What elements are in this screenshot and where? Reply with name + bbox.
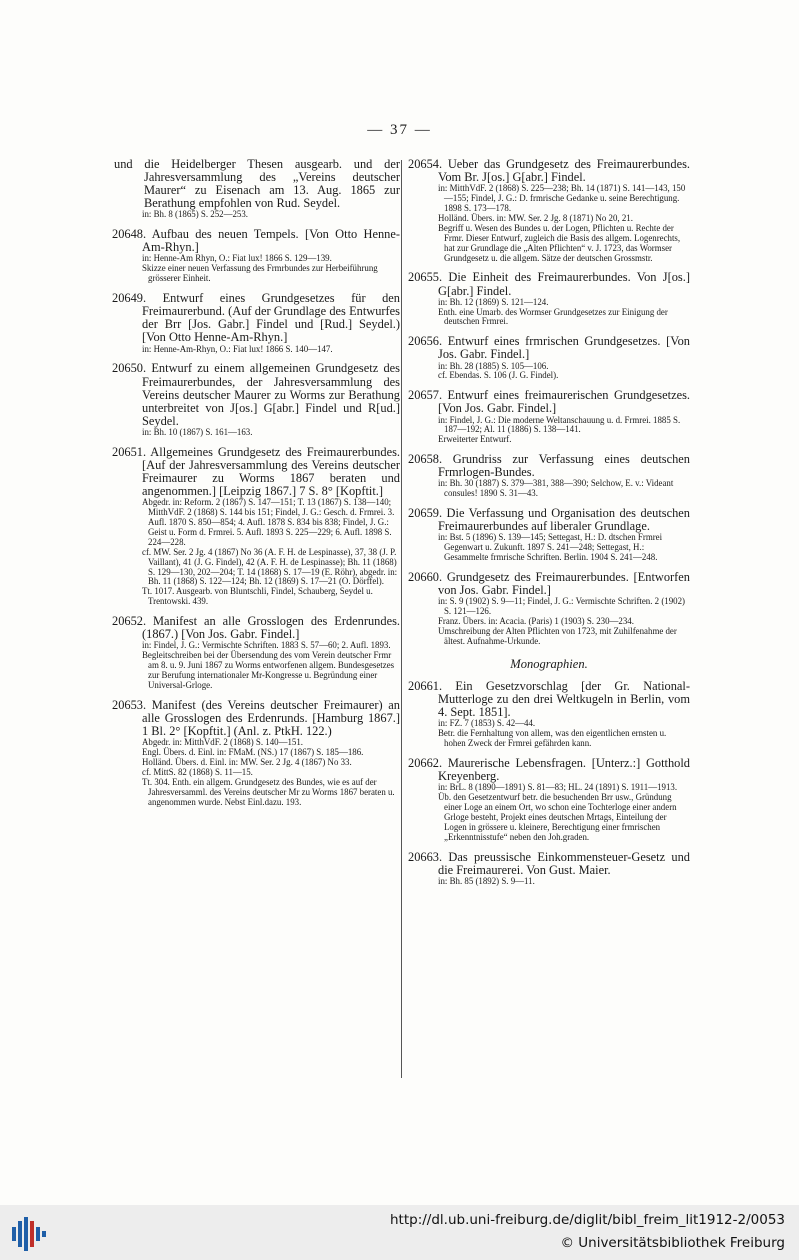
entry-note: Engl. Übers. d. Einl. in: FMaM. (NS.) 17 (1867) S. 185—186. [142,747,364,758]
bibliography-entry [112,699,400,808]
bibliography-entry [408,851,690,887]
bibliography-entry [112,362,400,437]
entry-note: Abgedr. in: Reform. 2 (1867) S. 147—151; T. 13 (1867) S. 138—140; MitthVdF. 2 (1868) S. 144 bis 151; Findel, J. G.: Gesch. d. Frmrei. 3. Aufl. 1870 S. 850—854; 4. Aufl. 1878 S. 834 bis 838; Findel, J. G.: Geist u. Form d. Frmrei. 5. Aufl. 1893 S. 225—229; 6. Aufl. 1898 S. 224—228. [142,497,395,547]
entry-number: 20657. [408,388,443,403]
entry-note: Franz. Übers. in: Acacia. (Paris) 1 (1903) S. 230—234. [438,616,634,627]
bibliography-entry [112,615,400,691]
entry-note: in: Bh. 85 (1892) S. 9—11. [438,875,535,886]
entry-heading [112,444,400,499]
entry-heading [408,570,690,598]
entry-number: 20663. [408,849,443,864]
entry-note: in: FZ. 7 (1853) S. 42—44. [438,718,536,729]
entry-note: in: S. 9 (1902) S. 9—11; Findel, J. G.: Vermischte Schriften. 2 (1902) S. 121—126. [438,596,686,617]
entry-heading [112,361,400,428]
bibliography-entry [408,389,690,445]
entry-title: Entwurf eines Grundgesetzes für den Freimaurerbund. (Auf der Grundlage des Entwurfes der Brr [Jos. Gabr.] Findel und [Rud.] Seydel.) [Von Otto Henne-Am-Rhyn.] [142,291,400,345]
entry-note: Abgedr. in: MitthVdF. 2 (1868) S. 140—151. [142,737,304,748]
bibliography-entry [408,271,690,327]
entry-note: Holländ. Übers. d. Einl. in: MW. Ser. 2 Jg. 4 (1867) No 33. [142,757,352,767]
entry-note: in: Bh. 8 (1865) S. 252—253. [142,209,249,220]
entry-note: in: Bh. 12 (1869) S. 121—124. [438,296,549,307]
entry-title: Aufbau des neuen Tempels. [Von Otto Henne-Am-Rhyn.] [142,227,400,255]
entry-title: und die Heidelberger Thesen ausgearb. und der Jahresversammlung des „Vereins deutscher Maurer“ zu Eisenach am 13. Aug. 1865 zur Berathung empfohlen von Rud. Seydel. [114,157,400,211]
entry-note: in: Bh. 30 (1887) S. 379—381, 388—390; Selchow, E. v.: Videant consules! 1890 S. 31—43. [438,478,674,499]
entry-heading [114,157,400,211]
entry-note: in: Henne-Am-Rhyn, O.: Fiat lux! 1866 S. 140—147. [142,343,333,354]
entry-title: Allgemeines Grundgesetz des Freimaurerbundes. [Auf der Jahresversammlung des Vereins deutscher Freimaurer zu Worms 1867 beraten und angenommen.] [Leipzig 1867.] 7 S. 8° [Kopftit.] [142,444,400,499]
entry-heading [408,849,690,877]
bibliography-entry [112,158,400,220]
entry-note: cf. MittS. 82 (1868) S. 11—15. [142,766,253,777]
viewer-footer [0,1205,799,1260]
bibliography-entry [112,292,400,354]
entry-heading [408,452,690,480]
entry-number: 20659. [408,506,443,521]
entry-note: in: Findel, J. G.: Die moderne Weltanschauung u. d. Frmrei. 1885 S. 187—192; Al. 11 (1886) S. 138—141. [438,414,681,435]
entry-title: Ein Gesetzvorschlag [der Gr. National-Mutterloge zu den drei Weltkugeln in Berlin, vom 4. Sept. 1851]. [438,678,690,720]
entry-number: 20655. [408,270,443,285]
entry-heading [408,506,690,534]
entry-number: 20648. [112,227,147,242]
entry-number: 20649. [112,291,147,306]
entry-note: Betr. die Fernhaltung von allem, was den eigentlichen ernsten u. hohen Zweck der Frmrei gefährden kann. [438,728,667,748]
entry-title: Entwurf eines frmrischen Grundgesetzes. [Von Jos. Gabr. Findel.] [438,334,690,362]
entry-heading [112,614,400,642]
entry-heading [408,157,690,185]
entry-number: 20661. [408,678,443,693]
entry-note: Umschreibung der Alten Pflichten von 1723, mit Zuhilfenahme der ältest. Aufnahme-Urkunde. [438,626,677,646]
column-divider [401,160,402,1078]
entry-note: cf. Ebendas. S. 106 (J. G. Findel). [438,370,559,381]
entry-note: Tt. 304. Enth. ein allgem. Grundgesetz des Bundes, wie es auf der Jahresversamml. des Vereins deutscher Mr zu Worms 1867 beraten u. angenommen wurde. Nebst Einl.dazu. 193. [142,776,395,807]
entry-note: in: Bh. 28 (1885) S. 105—106. [438,360,549,371]
entry-title: Entwurf zu einem allgemeinen Grundgesetz des Freimaurerbundes, der Jahresversammlung des Vereins deutscher Maurer zu Worms zur Berathung unterbreitet von J[os.] G[abr.] Findel und R[ud.] Seydel. [142,361,400,428]
entry-title: Grundgesetz des Freimaurerbundes. [Entworfen von Jos. Gabr. Findel.] [438,570,690,598]
entry-note: in: Bst. 5 (1896) S. 139—145; Settegast, H.: D. dtschen Frmrei Gegenwart u. Zukunft. 1897 S. 241—248; Settegast, H.: Gesammelte frmrische Schriften. Berlin. 1904 S. 241—248. [438,532,663,563]
entry-note: Skizze einer neuen Verfassung des Frmrbundes zur Herbeiführung grösserer Einheit. [142,263,378,284]
entry-note: Begriff u. Wesen des Bundes u. der Logen, Pflichten u. Rechte der Frmr. Dieser Entwurf, zugleich die Basis des allgem. Logenrechts, hat zur Grundlage die „Alten Pflichten“ v. J. 1723, das Wormser Grundgesetz u. die allgem. Sätze der deutschen Grossmstr. [438,222,681,263]
bibliography-entry [408,453,690,499]
entry-number: 20650. [112,361,147,376]
entry-title: Das preussische Einkommensteuer-Gesetz und die Freimaurerei. Von Gust. Maier. [438,849,690,877]
entry-number: 20662. [408,755,443,770]
entry-title: Manifest an alle Grosslogen des Erdenrundes. (1867.) [Von Jos. Gabr. Findel.] [142,614,400,642]
left-column [112,158,400,816]
entry-title: Grundriss zur Verfassung eines deutschen Frmrlogen-Bundes. [438,452,690,480]
right-column [408,158,690,895]
bibliography-entry [408,507,690,563]
entry-title: Maurerische Lebensfragen. [Unterz.:] Gotthold Kreyenberg. [438,755,690,783]
entry-number: 20653. [112,697,147,712]
bibliography-entry [408,757,690,843]
entry-note: Begleitschreiben bei der Übersendung des vom Verein deutscher Frmr am 8. u. 9. Juni 1867 zu Worms entworfenen allgem. Bundesgesetzes zur Berufung internationaler Mr-Kongresse u. Begründung einer Universal-Grloge. [142,650,395,690]
entry-number: 20658. [408,452,443,467]
entry-heading [408,678,690,720]
entry-title: Ueber das Grundgesetz des Freimaurerbundes. Vom Br. J[os.] G[abr.] Findel. [438,157,690,185]
entry-title: Entwurf eines freimaurerischen Grundgesetzes. [Von Jos. Gabr. Findel.] [438,388,690,416]
entry-heading [408,270,690,298]
ub-freiburg-logo-icon [8,1213,50,1255]
entry-note: Enth. eine Umarb. des Wormser Grundgesetzes zur Einigung der deutschen Frmrei. [438,306,668,327]
entry-note: in: MitthVdF. 2 (1868) S. 225—238; Bh. 14 (1871) S. 141—143, 150—155; Findel, J. G.: D. frmrische Gedanke u. seine Berechtigung. 1898 S. 173—178. [438,183,686,213]
entry-note: in: BrL. 8 (1890—1891) S. 81—83; HL. 24 (1891) S. 1911—1913. [438,782,678,793]
bibliography-entry [408,680,690,749]
entry-heading [112,227,400,255]
section-heading: Monographien. [510,656,588,671]
entry-title: Die Verfassung und Organisation des deutschen Freimaurerbundes auf liberaler Grundlage. [438,506,690,534]
page-number: — 37 — [367,122,432,138]
copyright-notice: © Universitätsbibliothek Freiburg [560,1235,785,1251]
entry-note: Erweiterter Entwurf. [438,434,512,445]
entry-note: Holländ. Übers. in: MW. Ser. 2 Jg. 8 (1871) No 20, 21. [438,212,633,223]
entry-title: Manifest (des Vereins deutscher Freimaurer) an alle Grosslogen des Erdenrunds. [Hamburg 1867.] 1 Bl. 2° [Kopftit.] (Anl. z. PtkH. 122.) [142,697,401,739]
entry-number: 20660. [408,570,443,585]
entry-number: 20654. [408,157,443,171]
entry-note: Tt. 1017. Ausgearb. von Bluntschli, Findel, Schauberg, Seydel u. Trentowski. 439. [142,586,373,607]
entry-number: 20651. [112,444,147,459]
entry-heading [408,755,690,783]
bibliography-entry [112,228,400,284]
entry-heading [112,291,400,345]
entry-note: in: Findel, J. G.: Vermischte Schriften. 1883 S. 57—60; 2. Aufl. 1893. [142,640,391,651]
bibliography-entry [408,571,690,647]
entry-title: Die Einheit des Freimaurerbundes. Von J[os.] G[abr.] Findel. [438,270,690,298]
entry-number: 20652. [112,614,147,629]
bibliography-entry [112,446,400,607]
entry-note: cf. MW. Ser. 2 Jg. 4 (1867) No 36 (A. F. H. de Lespinasse), 37, 38 (J. P. Vaillant), 41 (J. G. Findel), 42 (A. F. H. de Lespinasse); Bh. 11 (1868) S. 129—130, 202—204; T. 14 (1868) S. 17—19 (E. Röhr), abgedr. in: Bh. 11 (1868) S. 122—124; Bh. 12 (1869) S. 17—21 (O. Dörffel). [142,546,398,587]
entry-heading [408,388,690,416]
entry-note: in: Bh. 10 (1867) S. 161—163. [142,426,253,437]
entry-heading [408,334,690,362]
bibliography-entry [408,158,690,263]
entry-note: in: Henne-Am Rhyn, O.: Fiat lux! 1866 S. 129—139. [142,253,332,264]
bibliography-entry [408,335,690,381]
entry-number: 20656. [408,334,443,349]
entry-heading [112,697,401,739]
source-url[interactable]: http://dl.ub.uni-freiburg.de/diglit/bibl_freim_lit1912-2/0053 [389,1212,785,1228]
entry-note: Üb. den Gesetzentwurf betr. die besuchenden Brr usw., Gründung einer Loge an einem Ort, wo schon eine Tochterloge einer andern Grloge besteht, Projekt eines deutschen Mrtags, Einteilung der Logen in grössere u. kleinere, Berechtigung einer frmrischen „Erkenntnisstufe“ neben den Joh.graden. [438,791,677,842]
